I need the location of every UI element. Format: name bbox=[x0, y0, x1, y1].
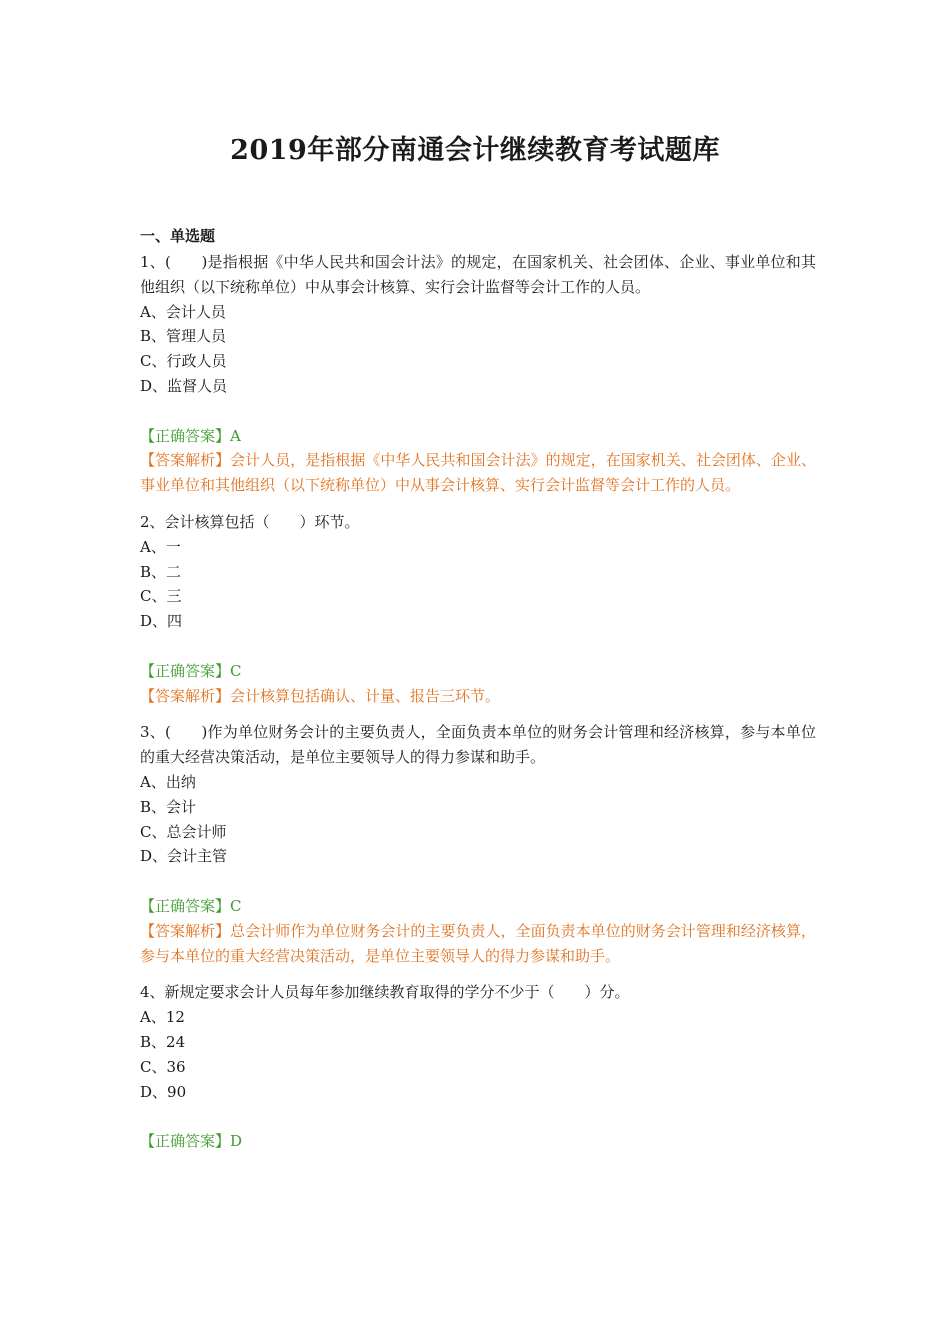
analysis-text: 会计核算包括确认、计量、报告三环节。 bbox=[230, 686, 501, 705]
question-4 bbox=[140, 980, 816, 1154]
option-a: A、12 bbox=[140, 1008, 185, 1027]
correct-answer: 【正确答案】A bbox=[140, 426, 241, 445]
option-c: C、行政人员 bbox=[140, 352, 227, 371]
question-stem: 3、( )作为单位财务会计的主要负责人，全面负责本单位的财务会计管理和经济核算，参与本单位的重大经营决策活动，是单位主要领导人的得力参谋和助手。 bbox=[140, 723, 816, 767]
answer-analysis bbox=[140, 448, 816, 498]
answer-analysis bbox=[140, 919, 816, 969]
section-heading: 一、单选题 bbox=[140, 227, 216, 245]
question-1 bbox=[140, 250, 816, 498]
correct-answer: 【正确答案】C bbox=[140, 661, 242, 680]
option-d: D、四 bbox=[140, 612, 183, 631]
document-body bbox=[140, 226, 816, 1154]
question-stem: 4、新规定要求会计人员每年参加继续教育取得的学分不少于（ ）分。 bbox=[140, 983, 630, 1002]
question-2 bbox=[140, 510, 816, 708]
document-title: 2019年部分南通会计继续教育考试题库 bbox=[230, 135, 720, 166]
option-d: D、会计主管 bbox=[140, 847, 228, 866]
option-d: D、监督人员 bbox=[140, 376, 228, 395]
analysis-label: 【答案解析】 bbox=[140, 451, 231, 470]
option-c: C、三 bbox=[140, 587, 182, 606]
analysis-text: 会计人员，是指根据《中华人民共和国会计法》的规定，在国家机关、社会团体、企业、事业单位和其他组织（以下统称单位）中从事会计核算、实行会计监督等会计工作的人员。 bbox=[140, 451, 816, 495]
option-b: B、管理人员 bbox=[140, 327, 227, 346]
question-stem: 1、( )是指根据《中华人民共和国会计法》的规定，在国家机关、社会团体、企业、事业单位和其他组织（以下统称单位）中从事会计核算、实行会计监督等会计工作的人员。 bbox=[140, 253, 816, 296]
correct-answer: 【正确答案】C bbox=[140, 896, 242, 915]
option-a: A、出纳 bbox=[140, 772, 196, 791]
option-a: A、会计人员 bbox=[140, 302, 226, 321]
option-b: B、会计 bbox=[140, 797, 197, 816]
option-a: A、一 bbox=[140, 537, 181, 556]
analysis-label: 【答案解析】 bbox=[140, 686, 231, 705]
question-stem: 2、会计核算包括（ ）环节。 bbox=[140, 512, 360, 531]
correct-answer: 【正确答案】D bbox=[140, 1132, 243, 1151]
option-c: C、总会计师 bbox=[140, 822, 227, 841]
question-3 bbox=[140, 720, 816, 968]
analysis-label: 【答案解析】 bbox=[140, 921, 231, 940]
option-c: C、36 bbox=[140, 1057, 186, 1076]
answer-analysis bbox=[140, 684, 816, 709]
option-b: B、24 bbox=[140, 1032, 186, 1051]
option-d: D、90 bbox=[140, 1082, 187, 1101]
option-b: B、二 bbox=[140, 562, 182, 581]
analysis-text: 总会计师作为单位财务会计的主要负责人，全面负责本单位的财务会计管理和经济核算，参与本单位的重大经营决策活动，是单位主要领导人的得力参谋和助手。 bbox=[140, 921, 816, 965]
